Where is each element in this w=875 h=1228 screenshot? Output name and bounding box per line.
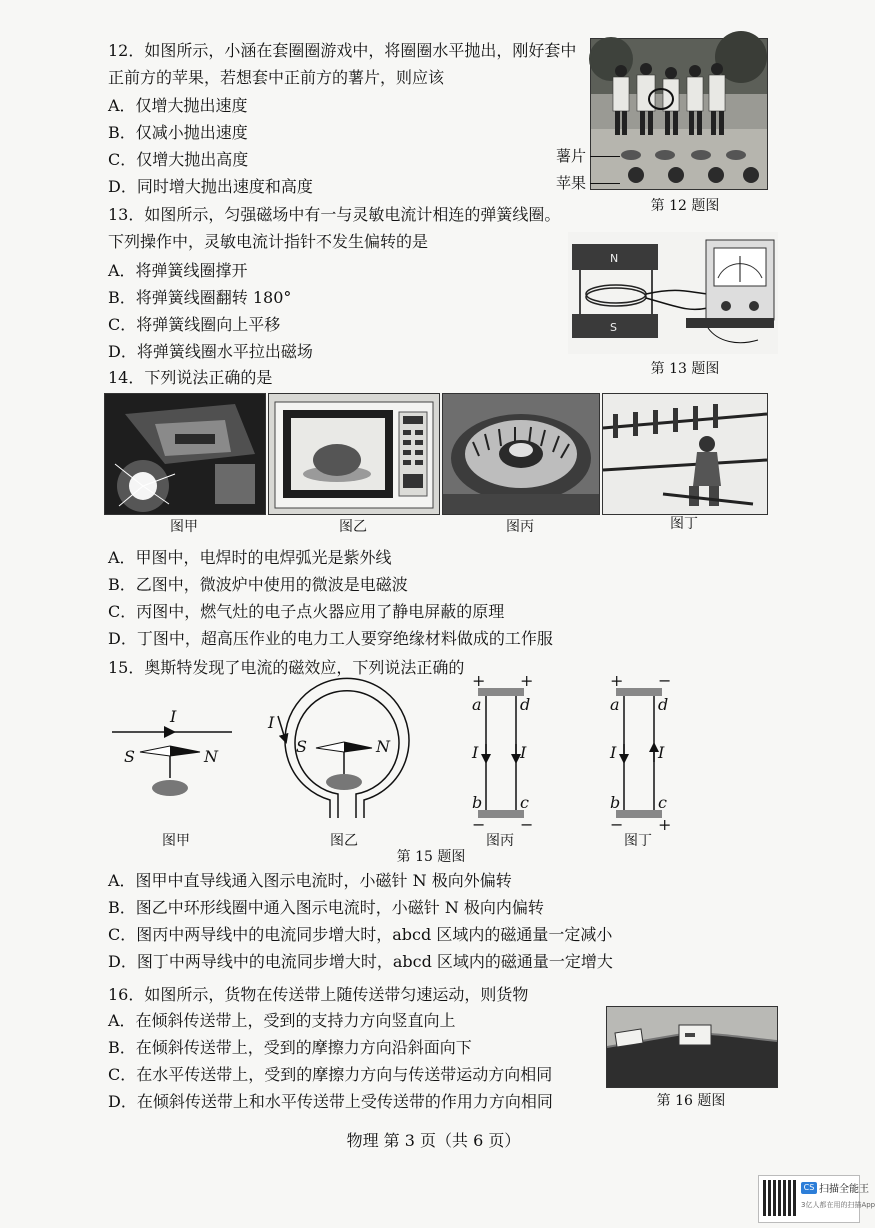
q13-stem-line2: 下列操作中，灵敏电流计指针不发生偏转的是 (108, 232, 429, 251)
q14-welding-photo (104, 393, 266, 515)
q12-chips-pointer (590, 156, 620, 157)
current-arrow-icon (164, 726, 176, 738)
q13-galvanometer-figure (568, 232, 778, 354)
q15-fig-bing (471, 671, 533, 834)
q15-caption-bing: 图丙 (486, 833, 514, 849)
page-footer: 物理 第 3 页（共 6 页） (346, 1131, 521, 1150)
q14-caption-ding: 图丁 (670, 516, 698, 532)
q15-stem: 15．奥斯特发现了电流的磁效应，下列说法正确的 (108, 658, 465, 677)
scanner-tagline: 3亿人都在用的扫描App (801, 1201, 875, 1209)
q15-option-a: A．图甲中直导线通入图示电流时，小磁针 N 极向外偏转 (108, 871, 512, 890)
q15-caption-jia: 图甲 (162, 833, 190, 849)
svg-text:−: − (610, 815, 624, 834)
svg-text:+: + (658, 815, 672, 834)
q15-group-caption: 第 15 题图 (396, 849, 466, 865)
svg-text:S: S (296, 737, 307, 756)
svg-text:a: a (610, 695, 620, 714)
q14-caption-yi: 图乙 (339, 519, 367, 535)
q12-option-c: C．仅增大抛出高度 (108, 150, 249, 169)
q13-option-c: C．将弹簧线圈向上平移 (108, 315, 281, 334)
q14-caption-bing: 图丙 (506, 519, 534, 535)
svg-text:d: d (658, 695, 669, 714)
q12-stem-line2: 正前方的苹果，若想套中正前方的薯片，则应该 (108, 68, 445, 87)
q12-label-apple: 苹果 (556, 174, 587, 192)
svg-text:I: I (472, 743, 479, 762)
svg-text:I: I (170, 707, 177, 726)
q14-option-a: A．甲图中，电焊时的电焊弧光是紫外线 (108, 548, 392, 567)
q13-option-b: B．将弹簧线圈翻转 180° (108, 288, 292, 307)
svg-text:c: c (658, 793, 667, 812)
q14-option-d: D．丁图中，超高压作业的电力工人要穿绝缘材料做成的工作服 (108, 629, 553, 648)
q13-magnet-s-label: S (610, 321, 617, 334)
qr-code-icon (763, 1180, 797, 1216)
svg-text:N: N (204, 747, 218, 766)
q14-gas-stove-photo (442, 393, 600, 515)
q15-caption-ding: 图丁 (624, 833, 652, 849)
q14-stem: 14．下列说法正确的是 (108, 368, 273, 387)
svg-text:N: N (376, 737, 390, 756)
q16-option-b: B．在倾斜传送带上，受到的摩擦力方向沿斜面向下 (108, 1038, 472, 1057)
q14-option-b: B．乙图中，微波炉中使用的微波是电磁波 (108, 575, 408, 594)
q16-option-d: D．在倾斜传送带上和水平传送带上受传送带的作用力方向相同 (108, 1092, 553, 1111)
svg-text:+: + (472, 671, 486, 690)
q14-caption-jia: 图甲 (170, 519, 198, 535)
svg-text:I: I (658, 743, 665, 762)
q15-option-b: B．图乙中环形线圈中通入图示电流时，小磁针 N 极向内偏转 (108, 898, 544, 917)
q14-microwave-photo (268, 393, 440, 515)
svg-text:I: I (610, 743, 617, 762)
q15-option-d: D．图丁中两导线中的电流同步增大时，abcd 区域内的磁通量一定增大 (108, 952, 613, 971)
svg-text:+: + (610, 671, 624, 690)
svg-text:c: c (520, 793, 529, 812)
svg-text:b: b (610, 793, 621, 812)
q16-figure-caption: 第 16 题图 (656, 1093, 726, 1109)
svg-text:a: a (472, 695, 482, 714)
svg-text:d: d (520, 695, 531, 714)
svg-text:I: I (268, 713, 275, 732)
q15-caption-yi: 图乙 (330, 833, 358, 849)
q12-stem-line1: 12．如图所示，小涵在套圈圈游戏中，将圈圈水平抛出，刚好套中 (108, 41, 577, 60)
svg-text:−: − (658, 671, 672, 690)
q13-magnet-n-label: N (610, 252, 619, 265)
q13-stem-line1: 13．如图所示，匀强磁场中有一与灵敏电流计相连的弹簧线圈。 (108, 205, 561, 224)
q14-option-c: C．丙图中，燃气灶的电子点火器应用了静电屏蔽的原理 (108, 602, 505, 621)
q15-fig-yi (267, 678, 409, 818)
q12-option-b: B．仅减小抛出速度 (108, 123, 248, 142)
svg-text:I: I (520, 743, 527, 762)
svg-text:−: − (520, 815, 534, 834)
q13-option-a: A．将弹簧线圈撑开 (108, 261, 248, 280)
q15-option-c: C．图丙中两导线中的电流同步增大时，abcd 区域内的磁通量一定减小 (108, 925, 613, 944)
q12-option-d: D．同时增大抛出速度和高度 (108, 177, 313, 196)
q16-option-a: A．在倾斜传送带上，受到的支持力方向竖直向上 (108, 1011, 456, 1030)
q12-option-a: A．仅增大抛出速度 (108, 96, 248, 115)
scanner-app-name: 扫描全能王 (819, 1184, 869, 1195)
q15-diagrams (100, 670, 780, 834)
q16-conveyor-photo (606, 1006, 778, 1088)
q16-option-c: C．在水平传送带上，受到的摩擦力方向与传送带运动方向相同 (108, 1065, 553, 1084)
svg-text:−: − (472, 815, 486, 834)
q12-ring-toss-photo (590, 38, 768, 190)
q15-fig-jia (112, 707, 232, 796)
q14-power-worker-photo (602, 393, 768, 515)
q12-figure-caption: 第 12 题图 (650, 198, 720, 214)
q13-option-d: D．将弹簧线圈水平拉出磁场 (108, 342, 313, 361)
q15-fig-ding (609, 671, 671, 834)
svg-text:b: b (472, 793, 483, 812)
svg-text:S: S (124, 747, 135, 766)
q12-apple-pointer (590, 183, 620, 184)
q12-label-chips: 薯片 (556, 147, 587, 165)
q16-stem: 16．如图所示，货物在传送带上随传送带匀速运动，则货物 (108, 985, 529, 1004)
scanner-watermark (758, 1175, 875, 1223)
q13-figure-caption: 第 13 题图 (650, 361, 720, 377)
scanner-logo: CS (801, 1182, 817, 1194)
svg-text:+: + (520, 671, 534, 690)
